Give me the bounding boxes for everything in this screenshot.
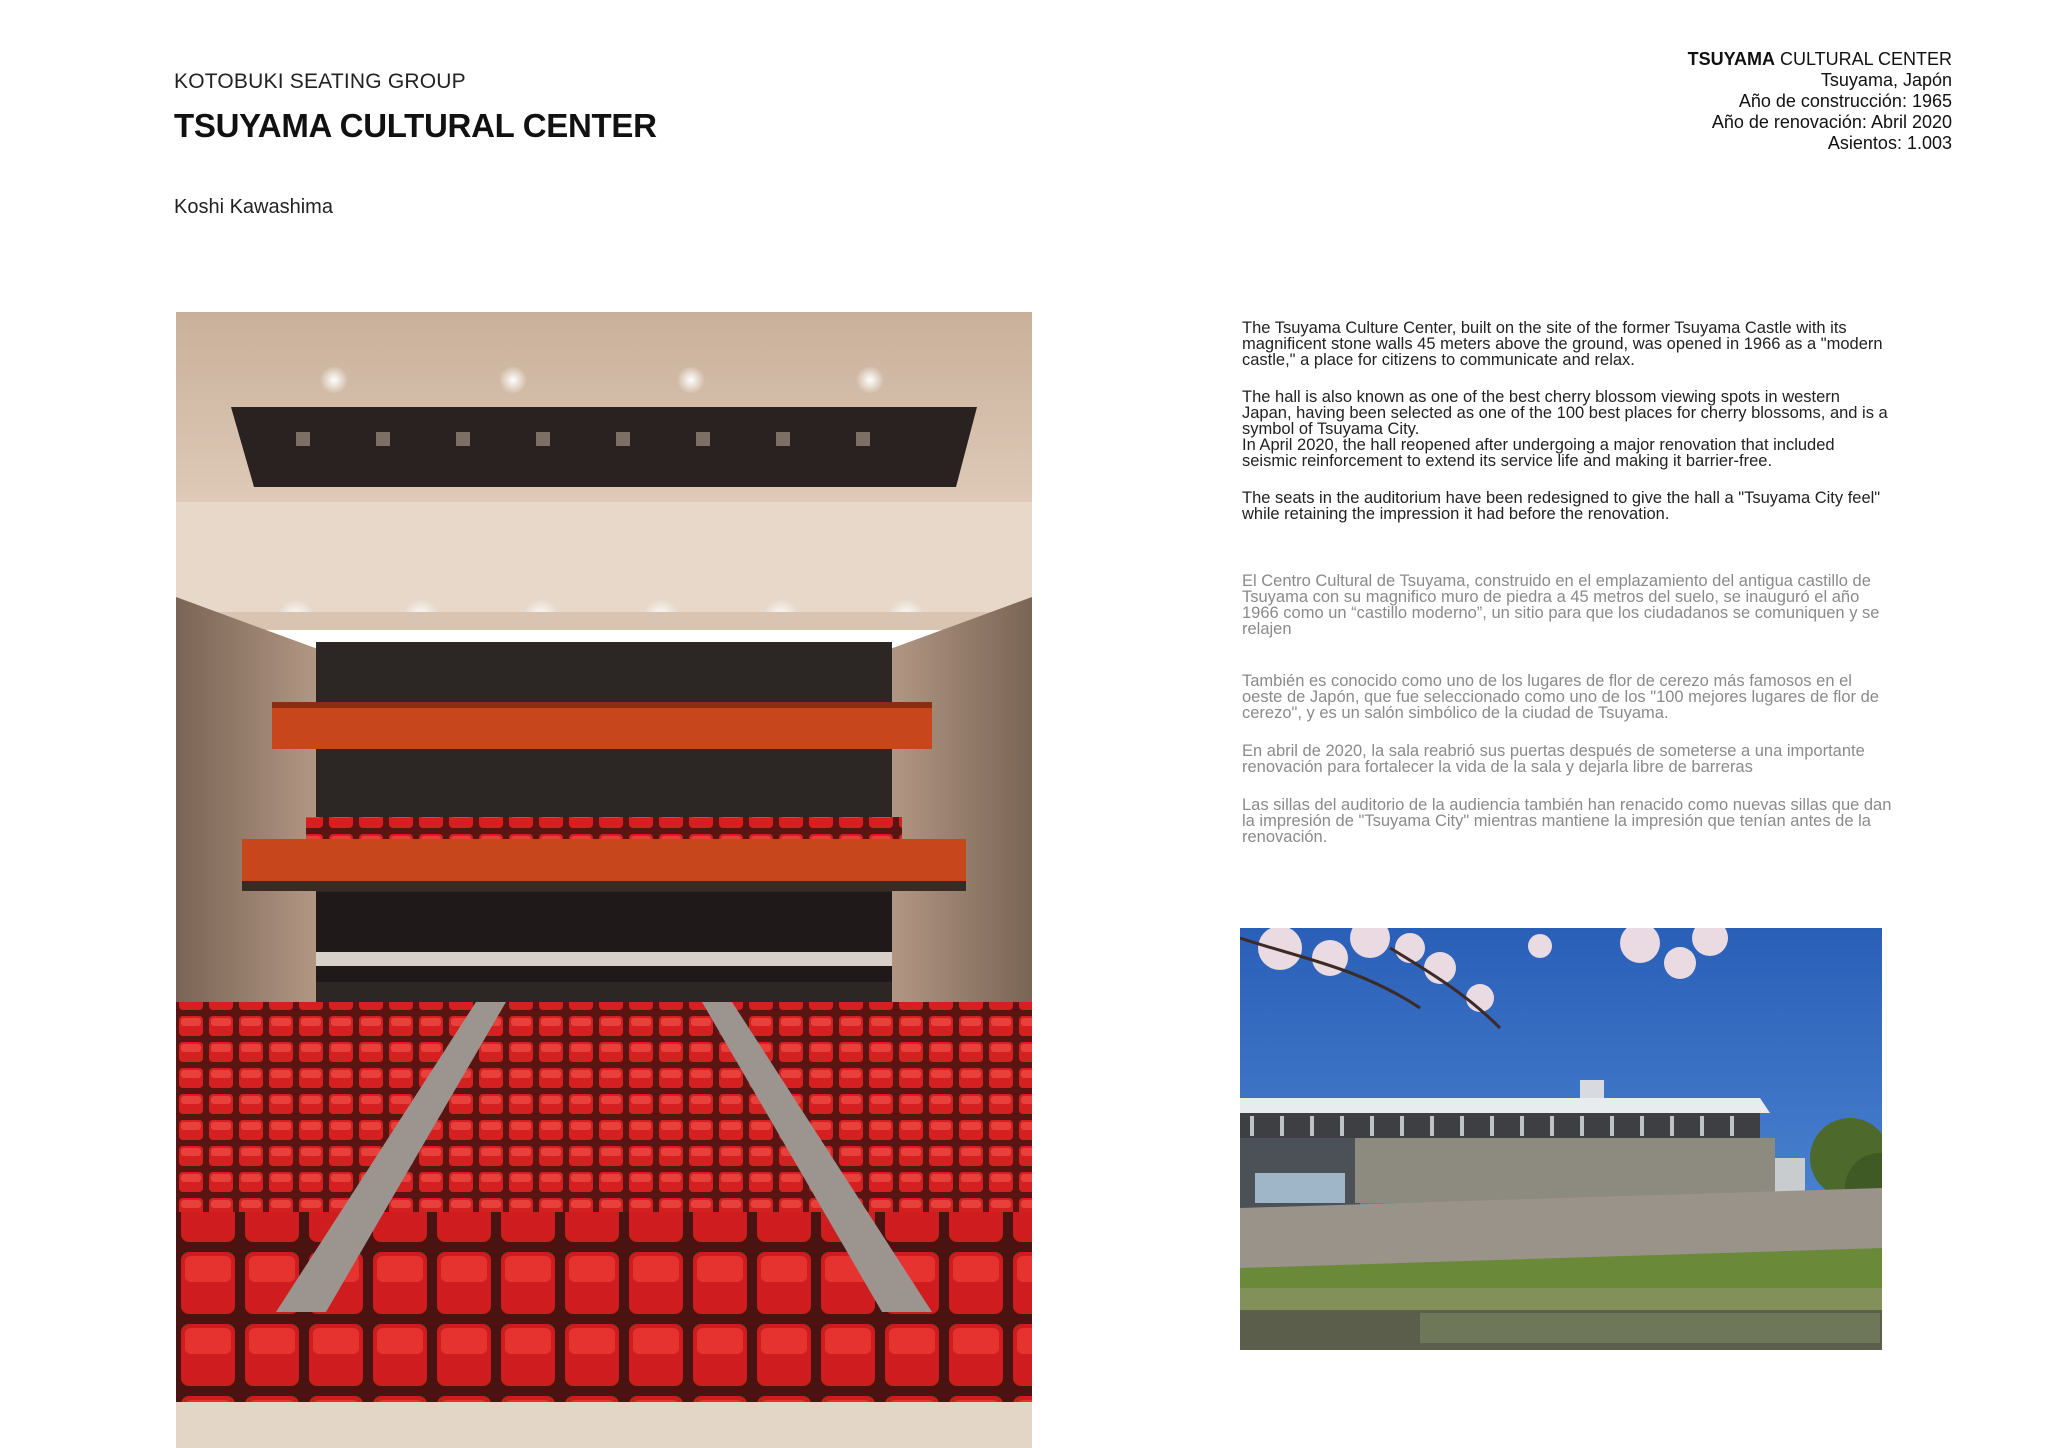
paragraph: Las sillas del auditorio de la audiencia también han renacido como nuevas sillas que dan la impresión de "Tsuyama City" mientras mantiene la impresión que tenían antes de la renovación. bbox=[1242, 796, 1892, 846]
facts-renovated: Año de renovación: Abril 2020 bbox=[1711, 112, 1952, 132]
facts-title: TSUYAMA CULTURAL CENTER bbox=[1687, 49, 1952, 69]
exterior-photo bbox=[1240, 928, 1882, 1350]
paragraph: The hall is also known as one of the best cherry blossom viewing spots in western Japan, having been selected as one of the 100 best places for cherry blossoms, and is a symbol of Tsuyama City. bbox=[1242, 388, 1888, 438]
paragraph: El Centro Cultural de Tsuyama, construido en el emplazamiento del antigua castillo de Tsuyama con su magnifico muro de piedra a 45 metros del suelo, se inauguró el año 1966 como un “castillo moderno”, un sitio para que los ciudadanos se comuniquen y se relajen bbox=[1242, 572, 1880, 638]
paragraph: También es conocido como uno de los lugares de flor de cerezo más famosos en el oeste de Japón, que fue seleccionado como uno de los "100 mejores lugares de flor de cerezo", y es un salón simbólico de la ciudad de Tsuyama. bbox=[1242, 672, 1879, 722]
description-english bbox=[1242, 320, 1892, 543]
paragraph: In April 2020, the hall reopened after undergoing a major renovation that included seismic reinforcement to extend its service life and making it barrier-free. bbox=[1242, 436, 1835, 470]
company-name: KOTOBUKI SEATING GROUP bbox=[174, 70, 466, 93]
facts-seats: Asientos: 1.003 bbox=[1827, 133, 1952, 153]
project-facts bbox=[1688, 49, 1952, 154]
author-name: Koshi Kawashima bbox=[174, 196, 333, 218]
paragraph: En abril de 2020, la sala reabrió sus puertas después de someterse a una importante renovación para fortalecer la vida de la sala y dejarla libre de barreras bbox=[1242, 742, 1865, 776]
description-spanish bbox=[1242, 573, 1892, 867]
paragraph: The seats in the auditorium have been redesigned to give the hall a "Tsuyama City feel" while retaining the impression it had before the renovation. bbox=[1242, 489, 1881, 523]
paragraph: The Tsuyama Culture Center, built on the site of the former Tsuyama Castle with its magnificent stone walls 45 meters above the ground, was opened in 1966 as a "modern castle," a place for citizens to communicate and relax. bbox=[1242, 319, 1883, 369]
facts-built: Año de construcción: 1965 bbox=[1738, 91, 1952, 111]
auditorium-photo bbox=[176, 312, 1032, 1448]
page-title: TSUYAMA CULTURAL CENTER bbox=[174, 107, 657, 144]
facts-location: Tsuyama, Japón bbox=[1820, 70, 1952, 90]
